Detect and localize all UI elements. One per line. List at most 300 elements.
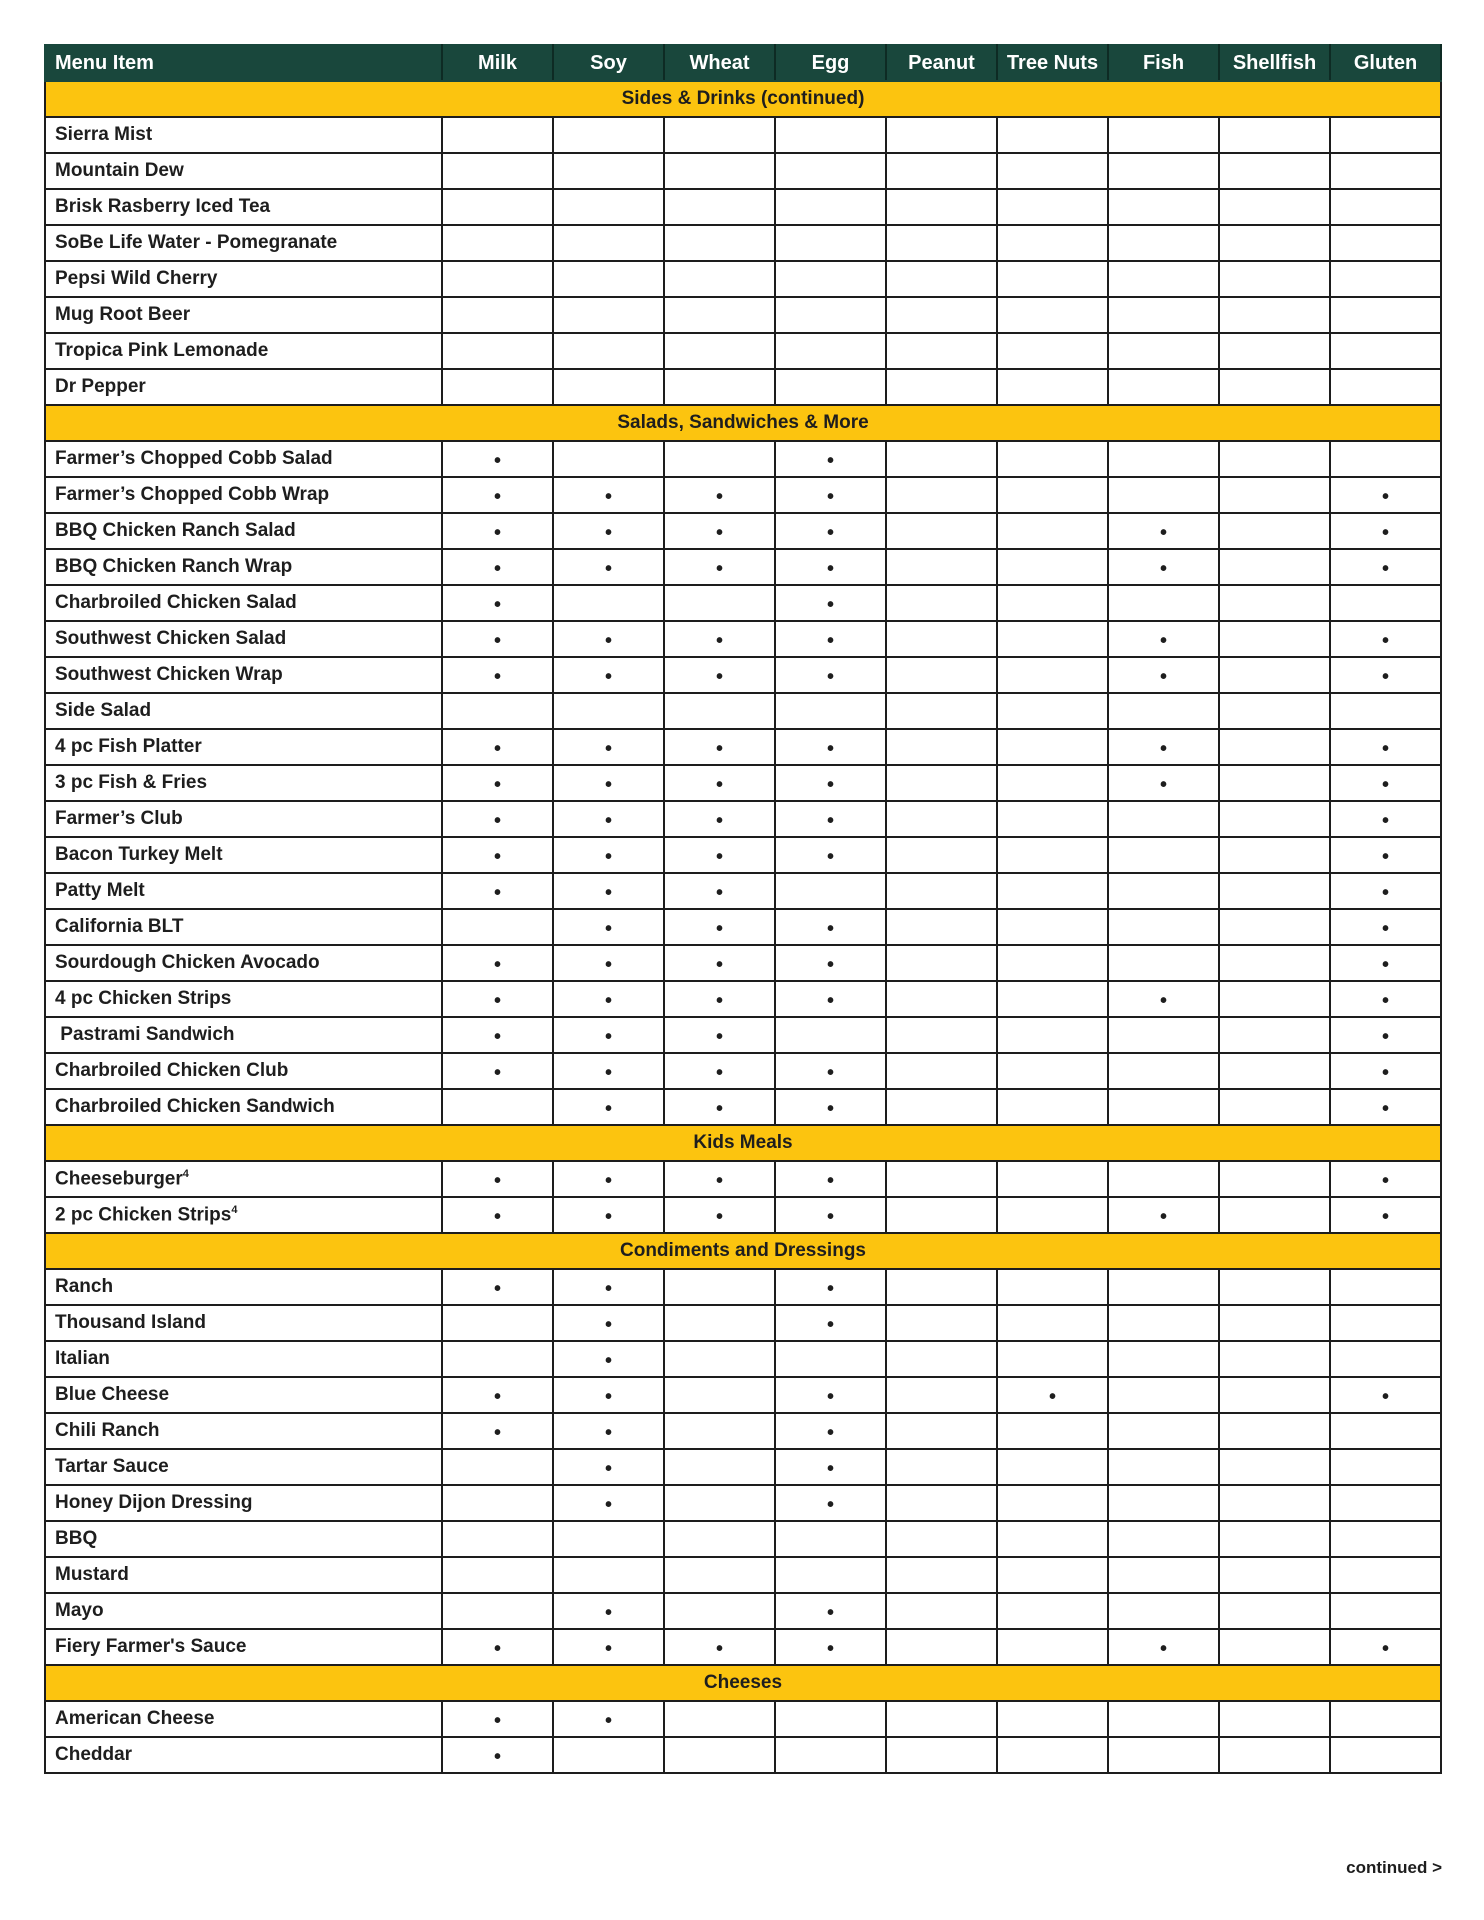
- table-row: [45, 729, 1441, 765]
- allergen-cell: [997, 1557, 1108, 1593]
- allergen-cell: [1219, 837, 1330, 873]
- allergen-cell: [775, 729, 886, 765]
- allergen-cell: [997, 549, 1108, 585]
- menu-item-name: 4 pc Chicken Strips: [55, 988, 232, 1009]
- allergen-cell: [1330, 333, 1441, 369]
- allergen-cell: [1108, 1341, 1219, 1377]
- allergen-cell: [1330, 1521, 1441, 1557]
- menu-item-cell: [45, 729, 442, 765]
- allergen-dot: •: [715, 918, 723, 940]
- allergen-cell: [886, 1449, 997, 1485]
- allergen-dot: •: [826, 1386, 834, 1408]
- allergen-cell: [1108, 189, 1219, 225]
- allergen-cell: [886, 873, 997, 909]
- allergen-dot: •: [1159, 774, 1167, 796]
- allergen-dot: •: [826, 990, 834, 1012]
- allergen-cell: [553, 621, 664, 657]
- table-row: [45, 909, 1441, 945]
- menu-item-cell: [45, 1701, 442, 1737]
- allergen-dot: •: [1381, 1170, 1389, 1192]
- allergen-cell: [664, 585, 775, 621]
- menu-item-name: Southwest Chicken Salad: [55, 628, 287, 649]
- allergen-cell: [553, 153, 664, 189]
- menu-item-cell: [45, 297, 442, 333]
- allergen-cell: [553, 945, 664, 981]
- allergen-cell: [997, 1413, 1108, 1449]
- allergen-dot: •: [493, 1278, 501, 1300]
- allergen-dot: •: [493, 594, 501, 616]
- menu-item-cell: [45, 1269, 442, 1305]
- allergen-cell: [1330, 1629, 1441, 1665]
- menu-item-cell: [45, 261, 442, 297]
- allergen-cell: [442, 369, 553, 405]
- allergen-cell: [442, 729, 553, 765]
- allergen-cell: [664, 909, 775, 945]
- table-row: [45, 1341, 1441, 1377]
- allergen-cell: [553, 513, 664, 549]
- allergen-dot: •: [493, 1206, 501, 1228]
- allergen-cell: [997, 189, 1108, 225]
- menu-item-name: Mountain Dew: [55, 160, 184, 181]
- table-row: [45, 1485, 1441, 1521]
- allergen-cell: [775, 1161, 886, 1197]
- allergen-cell: [886, 1377, 997, 1413]
- allergen-dot: •: [604, 1494, 612, 1516]
- allergen-dot: •: [826, 486, 834, 508]
- allergen-cell: [775, 837, 886, 873]
- allergen-cell: [1330, 1089, 1441, 1125]
- allergen-cell: [553, 333, 664, 369]
- allergen-cell: [1330, 1269, 1441, 1305]
- allergen-cell: [997, 765, 1108, 801]
- allergen-cell: [997, 369, 1108, 405]
- allergen-cell: [1330, 729, 1441, 765]
- allergen-dot: •: [1381, 1386, 1389, 1408]
- allergen-dot: •: [1159, 558, 1167, 580]
- allergen-cell: [1108, 693, 1219, 729]
- allergen-cell: [1330, 621, 1441, 657]
- menu-item-cell: [45, 1413, 442, 1449]
- allergen-cell: [886, 837, 997, 873]
- allergen-cell: [1219, 1269, 1330, 1305]
- allergen-cell: [775, 693, 886, 729]
- allergen-cell: [886, 801, 997, 837]
- allergen-cell: [553, 117, 664, 153]
- allergen-dot: •: [493, 1170, 501, 1192]
- allergen-dot: •: [1381, 846, 1389, 868]
- allergen-cell: [1330, 585, 1441, 621]
- allergen-dot: •: [604, 738, 612, 760]
- table-row: [45, 1449, 1441, 1485]
- allergen-dot: •: [604, 954, 612, 976]
- allergen-cell: [442, 1305, 553, 1341]
- allergen-dot: •: [493, 1422, 501, 1444]
- allergen-dot: •: [493, 1710, 501, 1732]
- allergen-cell: [664, 801, 775, 837]
- allergen-cell: [886, 441, 997, 477]
- allergen-cell: [886, 981, 997, 1017]
- allergen-cell: [442, 1449, 553, 1485]
- menu-item-cell: [45, 693, 442, 729]
- allergen-cell: [442, 621, 553, 657]
- allergen-cell: [442, 1701, 553, 1737]
- menu-item-name: Thousand Island: [55, 1312, 206, 1333]
- allergen-cell: [1108, 1197, 1219, 1233]
- allergen-cell: [1219, 153, 1330, 189]
- section-title: Salads, Sandwiches & More: [45, 405, 1441, 441]
- allergen-dot: •: [1381, 738, 1389, 760]
- menu-item-name: Charbroiled Chicken Sandwich: [55, 1096, 335, 1117]
- allergen-cell: [1219, 1017, 1330, 1053]
- table-row: [45, 873, 1441, 909]
- allergen-dot: •: [826, 594, 834, 616]
- allergen-cell: [664, 225, 775, 261]
- allergen-cell: [1330, 1053, 1441, 1089]
- menu-item-cell: [45, 1737, 442, 1773]
- allergen-cell: [553, 1269, 664, 1305]
- allergen-cell: [664, 441, 775, 477]
- allergen-dot: •: [715, 738, 723, 760]
- allergen-dot: •: [715, 1062, 723, 1084]
- allergen-cell: [1219, 297, 1330, 333]
- allergen-cell: [1330, 801, 1441, 837]
- allergen-cell: [553, 369, 664, 405]
- allergen-cell: [1219, 693, 1330, 729]
- allergen-dot: •: [604, 1422, 612, 1444]
- allergen-dot: •: [826, 1098, 834, 1120]
- allergen-cell: [1108, 801, 1219, 837]
- allergen-cell: [997, 1629, 1108, 1665]
- allergen-cell: [997, 441, 1108, 477]
- allergen-dot: •: [1381, 882, 1389, 904]
- table-row: [45, 657, 1441, 693]
- header-row: [45, 45, 1441, 81]
- menu-item-cell: [45, 225, 442, 261]
- menu-item-name: Dr Pepper: [55, 376, 146, 397]
- allergen-cell: [886, 1017, 997, 1053]
- allergen-dot: •: [604, 486, 612, 508]
- allergen-cell: [553, 1197, 664, 1233]
- allergen-dot: •: [604, 1062, 612, 1084]
- allergen-cell: [997, 1161, 1108, 1197]
- allergen-dot: •: [604, 1314, 612, 1336]
- allergen-cell: [775, 1053, 886, 1089]
- allergen-cell: [886, 225, 997, 261]
- table-row: [45, 549, 1441, 585]
- allergen-cell: [1108, 261, 1219, 297]
- allergen-cell: [775, 1377, 886, 1413]
- allergen-cell: [553, 1053, 664, 1089]
- menu-item-name: Pepsi Wild Cherry: [55, 268, 218, 289]
- allergen-dot: •: [826, 846, 834, 868]
- allergen-cell: [442, 1089, 553, 1125]
- menu-item-name: Italian: [55, 1348, 110, 1369]
- allergen-cell: [553, 1089, 664, 1125]
- allergen-cell: [775, 1269, 886, 1305]
- allergen-dot: •: [493, 738, 501, 760]
- allergen-cell: [1330, 1197, 1441, 1233]
- allergen-cell: [553, 1341, 664, 1377]
- allergen-dot: •: [1159, 990, 1167, 1012]
- allergen-cell: [886, 765, 997, 801]
- allergen-cell: [886, 621, 997, 657]
- allergen-dot: •: [1159, 1206, 1167, 1228]
- allergen-dot: •: [715, 1638, 723, 1660]
- continued-label: continued >: [1346, 1858, 1442, 1877]
- allergen-cell: [1219, 1593, 1330, 1629]
- allergen-cell: [886, 1485, 997, 1521]
- allergen-cell: [1108, 729, 1219, 765]
- menu-item-cell: [45, 117, 442, 153]
- allergen-cell: [1219, 333, 1330, 369]
- allergen-dot: •: [1159, 522, 1167, 544]
- allergen-table: [44, 44, 1442, 1774]
- allergen-dot: •: [715, 522, 723, 544]
- allergen-cell: [1108, 837, 1219, 873]
- allergen-cell: [553, 225, 664, 261]
- allergen-dot: •: [604, 846, 612, 868]
- allergen-dot: •: [1381, 774, 1389, 796]
- menu-item-cell: [45, 1521, 442, 1557]
- menu-item-cell: [45, 1377, 442, 1413]
- section-header-row: [45, 1125, 1441, 1161]
- allergen-cell: [1108, 1053, 1219, 1089]
- allergen-cell: [442, 693, 553, 729]
- table-row: [45, 837, 1441, 873]
- allergen-cell: [553, 1521, 664, 1557]
- allergen-cell: [1219, 117, 1330, 153]
- allergen-cell: [886, 1593, 997, 1629]
- allergen-dot: •: [826, 1206, 834, 1228]
- menu-item-cell: [45, 1593, 442, 1629]
- allergen-cell: [442, 1053, 553, 1089]
- allergen-dot: •: [493, 1638, 501, 1660]
- allergen-cell: [997, 1593, 1108, 1629]
- allergen-dot: •: [826, 954, 834, 976]
- allergen-cell: [1219, 1305, 1330, 1341]
- allergen-cell: [775, 189, 886, 225]
- allergen-cell: [775, 1629, 886, 1665]
- allergen-dot: •: [493, 954, 501, 976]
- allergen-cell: [1330, 549, 1441, 585]
- menu-item-name: 4 pc Fish Platter: [55, 736, 202, 757]
- menu-item-name: BBQ Chicken Ranch Wrap: [55, 556, 293, 577]
- allergen-dot: •: [715, 954, 723, 976]
- allergen-cell: [442, 153, 553, 189]
- allergen-cell: [997, 261, 1108, 297]
- allergen-cell: [997, 1089, 1108, 1125]
- allergen-cell: [775, 945, 886, 981]
- allergen-dot: •: [826, 774, 834, 796]
- column-header: Milk: [442, 45, 553, 81]
- allergen-dot: •: [493, 990, 501, 1012]
- allergen-cell: [1219, 729, 1330, 765]
- allergen-dot: •: [493, 1062, 501, 1084]
- allergen-cell: [553, 801, 664, 837]
- allergen-cell: [442, 1557, 553, 1593]
- menu-item-name: Sourdough Chicken Avocado: [55, 952, 320, 973]
- allergen-cell: [442, 1197, 553, 1233]
- allergen-cell: [1108, 909, 1219, 945]
- allergen-cell: [1108, 1377, 1219, 1413]
- allergen-cell: [997, 873, 1108, 909]
- table-row: [45, 1557, 1441, 1593]
- allergen-cell: [1108, 621, 1219, 657]
- allergen-cell: [664, 1485, 775, 1521]
- allergen-dot: •: [604, 1602, 612, 1624]
- table-row: [45, 1161, 1441, 1197]
- allergen-dot: •: [604, 1458, 612, 1480]
- allergen-cell: [442, 189, 553, 225]
- allergen-cell: [775, 549, 886, 585]
- allergen-cell: [1108, 1089, 1219, 1125]
- allergen-cell: [553, 909, 664, 945]
- allergen-cell: [664, 189, 775, 225]
- section-header-row: [45, 1665, 1441, 1701]
- allergen-cell: [775, 1701, 886, 1737]
- menu-item-name: Cheeseburger: [55, 1168, 183, 1190]
- allergen-cell: [1108, 225, 1219, 261]
- allergen-cell: [442, 801, 553, 837]
- allergen-cell: [1108, 945, 1219, 981]
- menu-item-cell: [45, 1053, 442, 1089]
- allergen-cell: [553, 549, 664, 585]
- allergen-cell: [1219, 1449, 1330, 1485]
- column-header: Soy: [553, 45, 664, 81]
- allergen-dot: •: [1381, 1026, 1389, 1048]
- allergen-cell: [442, 1593, 553, 1629]
- menu-item-cell: [45, 1161, 442, 1197]
- allergen-cell: [553, 1629, 664, 1665]
- allergen-cell: [1330, 369, 1441, 405]
- allergen-cell: [997, 225, 1108, 261]
- allergen-cell: [1330, 153, 1441, 189]
- menu-item-cell: [45, 945, 442, 981]
- allergen-cell: [442, 909, 553, 945]
- allergen-cell: [1219, 1485, 1330, 1521]
- allergen-cell: [1108, 1305, 1219, 1341]
- allergen-cell: [553, 873, 664, 909]
- allergen-dot: •: [1159, 666, 1167, 688]
- allergen-cell: [1219, 765, 1330, 801]
- allergen-cell: [553, 1593, 664, 1629]
- allergen-cell: [664, 981, 775, 1017]
- menu-item-name: Tropica Pink Lemonade: [55, 340, 269, 361]
- table-row: [45, 1017, 1441, 1053]
- allergen-cell: [997, 1197, 1108, 1233]
- allergen-cell: [553, 765, 664, 801]
- allergen-cell: [1219, 1089, 1330, 1125]
- allergen-cell: [442, 1269, 553, 1305]
- allergen-dot: •: [1381, 954, 1389, 976]
- allergen-cell: [1219, 621, 1330, 657]
- allergen-cell: [1330, 225, 1441, 261]
- allergen-dot: •: [826, 630, 834, 652]
- allergen-cell: [997, 333, 1108, 369]
- allergen-cell: [553, 1449, 664, 1485]
- allergen-cell: [664, 765, 775, 801]
- allergen-cell: [775, 585, 886, 621]
- allergen-cell: [1219, 1629, 1330, 1665]
- allergen-cell: [664, 513, 775, 549]
- menu-item-name: Ranch: [55, 1276, 114, 1297]
- table-header: [45, 45, 1441, 81]
- allergen-cell: [1219, 1521, 1330, 1557]
- allergen-cell: [442, 837, 553, 873]
- allergen-cell: [664, 1161, 775, 1197]
- allergen-cell: [664, 1701, 775, 1737]
- allergen-cell: [1330, 765, 1441, 801]
- menu-item-name: Mayo: [55, 1600, 104, 1621]
- table-row: [45, 1521, 1441, 1557]
- allergen-cell: [1108, 657, 1219, 693]
- allergen-cell: [1330, 657, 1441, 693]
- menu-item-name: BBQ Chicken Ranch Salad: [55, 520, 296, 541]
- allergen-dot: •: [826, 1458, 834, 1480]
- allergen-dot: •: [1381, 522, 1389, 544]
- allergen-cell: [886, 1737, 997, 1773]
- menu-item-cell: [45, 1557, 442, 1593]
- menu-item-name: Charbroiled Chicken Salad: [55, 592, 297, 613]
- allergen-cell: [1219, 513, 1330, 549]
- allergen-cell: [886, 189, 997, 225]
- allergen-cell: [442, 1737, 553, 1773]
- menu-item-name: Honey Dijon Dressing: [55, 1492, 253, 1513]
- menu-item-name: Pastrami Sandwich: [55, 1024, 235, 1045]
- allergen-dot: •: [493, 1746, 501, 1768]
- table-row: [45, 1089, 1441, 1125]
- allergen-cell: [664, 1521, 775, 1557]
- allergen-cell: [442, 1017, 553, 1053]
- allergen-cell: [664, 1269, 775, 1305]
- allergen-cell: [664, 1449, 775, 1485]
- allergen-dot: •: [493, 450, 501, 472]
- allergen-cell: [775, 117, 886, 153]
- menu-item-name: Brisk Rasberry Iced Tea: [55, 196, 271, 217]
- allergen-cell: [997, 1017, 1108, 1053]
- allergen-cell: [664, 1053, 775, 1089]
- allergen-dot: •: [826, 522, 834, 544]
- allergen-cell: [886, 1089, 997, 1125]
- allergen-dot: •: [604, 1350, 612, 1372]
- menu-item-cell: [45, 333, 442, 369]
- menu-item-cell: [45, 513, 442, 549]
- column-header: Fish: [1108, 45, 1219, 81]
- allergen-cell: [1219, 189, 1330, 225]
- allergen-cell: [1330, 909, 1441, 945]
- allergen-cell: [886, 909, 997, 945]
- allergen-cell: [442, 549, 553, 585]
- allergen-cell: [997, 909, 1108, 945]
- allergen-dot: •: [604, 1278, 612, 1300]
- menu-item-name: Chili Ranch: [55, 1420, 160, 1441]
- allergen-dot: •: [493, 666, 501, 688]
- allergen-cell: [1219, 1341, 1330, 1377]
- menu-item-cell: [45, 1197, 442, 1233]
- allergen-dot: •: [604, 882, 612, 904]
- allergen-cell: [553, 585, 664, 621]
- allergen-cell: [1108, 765, 1219, 801]
- allergen-cell: [664, 1557, 775, 1593]
- allergen-cell: [442, 873, 553, 909]
- allergen-cell: [1219, 1161, 1330, 1197]
- allergen-cell: [1219, 1377, 1330, 1413]
- allergen-cell: [442, 1413, 553, 1449]
- allergen-cell: [997, 1053, 1108, 1089]
- allergen-cell: [553, 1485, 664, 1521]
- allergen-dot: •: [1381, 486, 1389, 508]
- allergen-cell: [775, 477, 886, 513]
